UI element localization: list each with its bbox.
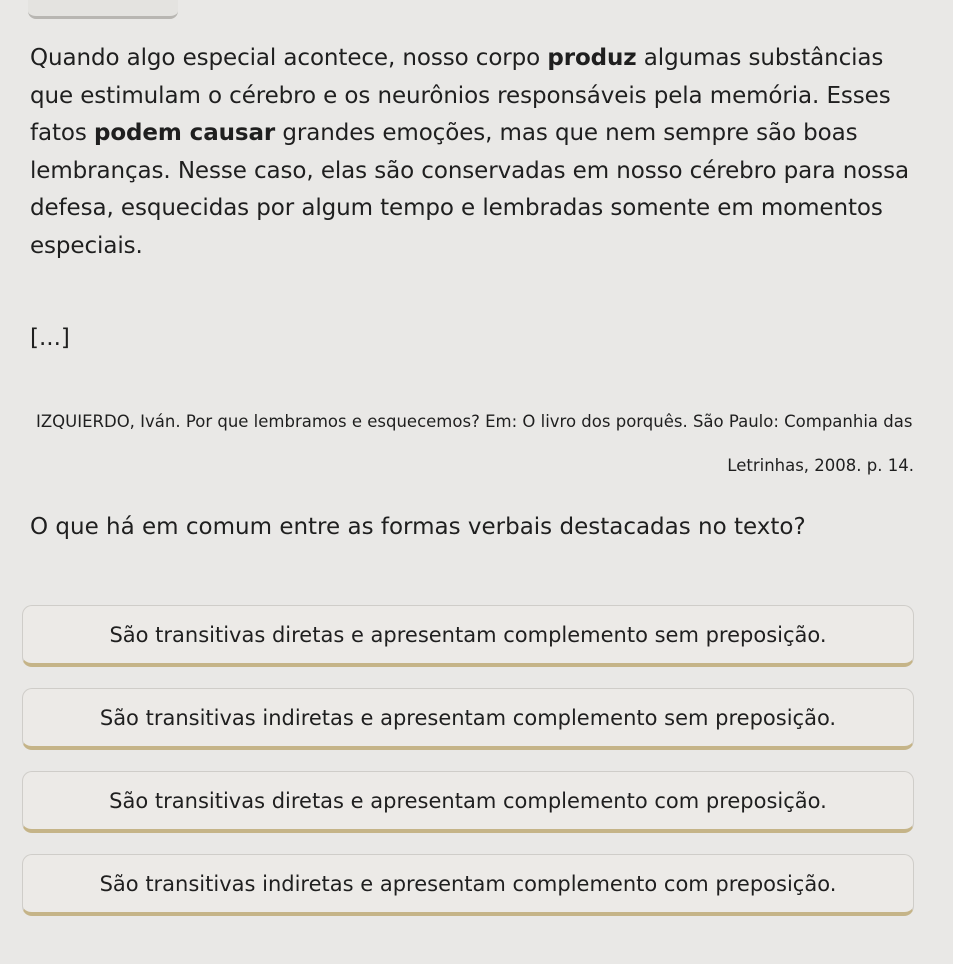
answer-options	[22, 605, 914, 937]
passage-text-3: grandes emoções, mas que nem sempre são boas lembranças. Nesse caso, elas são conservadas em nosso cérebro para nossa defesa, esquecidas por algum tempo e lembradas somente em momentos especiais.	[30, 120, 909, 259]
passage-paragraph	[30, 40, 910, 265]
answer-option-label: São transitivas diretas e apresentam complemento sem preposição.	[109, 622, 827, 647]
answer-option-c[interactable]	[22, 771, 914, 833]
highlighted-verb-2: podem causar	[93, 120, 276, 146]
passage-text-2: algumas substâncias que estimulam o cérebro e os neurônios responsáveis pela memória. Esses fatos	[30, 45, 891, 146]
citation	[30, 410, 918, 478]
answer-option-b[interactable]	[22, 688, 914, 750]
answer-option-d[interactable]	[22, 854, 914, 916]
answer-option-label: São transitivas indiretas e apresentam complemento com preposição.	[99, 871, 837, 896]
answer-option-a[interactable]	[22, 605, 914, 667]
question-text: O que há em comum entre as formas verbais destacadas no texto?	[30, 514, 806, 540]
passage-ellipsis: [...]	[30, 325, 70, 351]
answer-option-label: São transitivas indiretas e apresentam complemento sem preposição.	[99, 705, 837, 730]
reading-passage	[30, 40, 910, 265]
answer-option-label: São transitivas diretas e apresentam complemento com preposição.	[109, 788, 827, 813]
highlighted-verb-1: produz	[547, 45, 637, 71]
citation-line-1: IZQUIERDO, Iván. Por que lembramos e esquecemos? Em: O livro dos porquês. São Paulo: Companhia das	[36, 412, 913, 431]
passage-text-1: Quando algo especial acontece, nosso corpo	[30, 45, 548, 71]
citation-line-2: Letrinhas, 2008. p. 14.	[727, 456, 914, 475]
top-tab-decoration	[28, 0, 178, 19]
